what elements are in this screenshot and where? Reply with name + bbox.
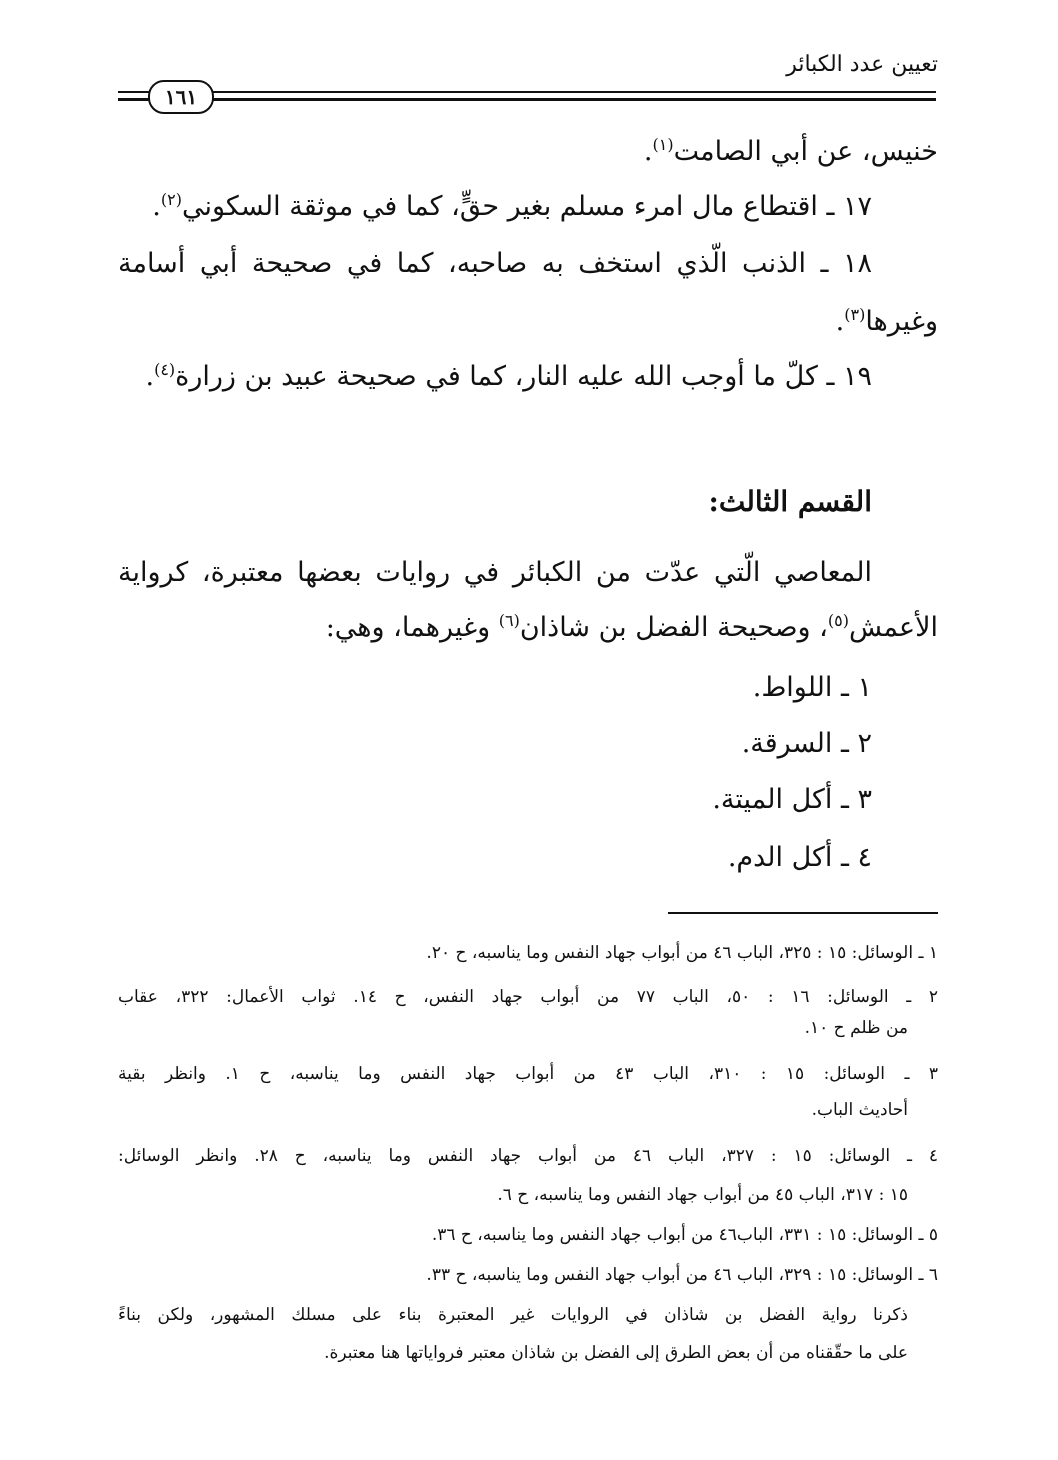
body-text: ، وصحيحة الفضل بن شاذان bbox=[519, 612, 828, 643]
list-item: ٢ ـ السرقة. bbox=[741, 728, 872, 759]
footnote-ref: (١) bbox=[652, 135, 674, 154]
list-item: ٣ ـ أكل الميتة. bbox=[712, 784, 872, 815]
footnote-6: ٦ ـ الوسائل: ١٥ : ٣٢٩، الباب ٤٦ من أبواب جهاد النفس وما يناسبه، ح ٣٣. bbox=[426, 1265, 938, 1285]
list-item-19 bbox=[145, 357, 872, 397]
body-text: الأعمش bbox=[848, 612, 938, 643]
list-item: ٤ ـ أكل الدم. bbox=[727, 842, 872, 873]
footnote-2: ٢ ـ الوسائل: ١٦ : ٥٠، الباب ٧٧ من أبواب جهاد النفس، ح ١٤. ثواب الأعمال: ٣٢٢، عقاب bbox=[118, 987, 939, 1007]
footnote-2-cont: من ظلم ح ١٠. bbox=[804, 1018, 908, 1038]
body-text: وغيرهما، وهي: bbox=[325, 612, 499, 643]
body-text: المعاصي الّتي عدّت من الكبائر في روايات بعضها معتبرة، كرواية bbox=[118, 557, 872, 588]
footnote-separator bbox=[668, 912, 938, 914]
list-item: ١ ـ اللواط. bbox=[752, 672, 872, 703]
body-line-1 bbox=[644, 132, 938, 172]
footnote-6-note-line-1: ذكرنا رواية الفضل بن شاذان في الروايات غير المعتبرة بناء على مسلك المشهور، ولكن بناءً bbox=[118, 1305, 908, 1325]
period: . bbox=[643, 136, 653, 167]
section-intro-line-1 bbox=[118, 553, 872, 593]
list-item-17 bbox=[152, 187, 872, 227]
section-intro-line-2 bbox=[326, 608, 938, 648]
header-rule-thick bbox=[118, 98, 936, 101]
footnote-ref: (٢) bbox=[160, 190, 182, 209]
body-text: ١٨ ـ الذنب الّذي استخف به صاحبه، كما في صحيحة أبي أسامة bbox=[118, 248, 872, 279]
footnote-ref: (٤) bbox=[154, 360, 176, 379]
body-text: وغيرها bbox=[865, 306, 938, 337]
period: . bbox=[835, 306, 845, 337]
page-number-badge bbox=[148, 80, 214, 114]
period: . bbox=[145, 361, 155, 392]
footnote-3-cont: أحاديث الباب. bbox=[811, 1100, 908, 1120]
footnote-6-note-line-2: على ما حقّقناه من أن بعض الطرق إلى الفضل بن شاذان معتبر فرواياتها هنا معتبرة. bbox=[324, 1343, 908, 1363]
page-number: ١٦١ bbox=[164, 85, 198, 109]
body-text: ١٧ ـ اقتطاع مال امرء مسلم بغير حقٍّ، كما في موثقة السكوني bbox=[181, 191, 872, 222]
footnote-4-cont: ١٥ : ٣١٧، الباب ٤٥ من أبواب جهاد النفس وما يناسبه، ح ٦. bbox=[497, 1185, 908, 1205]
section-heading: القسم الثالث: bbox=[708, 485, 872, 518]
list-item-18 bbox=[118, 244, 872, 284]
header-rule-thin bbox=[118, 91, 936, 93]
footnote-ref: (٣) bbox=[844, 305, 866, 324]
footnote-5: ٥ ـ الوسائل: ١٥ : ٣٣١، الباب٤٦ من أبواب جهاد النفس وما يناسبه، ح ٣٦. bbox=[431, 1225, 938, 1245]
period: . bbox=[152, 191, 161, 222]
footnote-1: ١ ـ الوسائل: ١٥ : ٣٢٥، الباب ٤٦ من أبواب جهاد النفس وما يناسبه، ح ٢٠. bbox=[426, 943, 938, 963]
footnote-ref: (٥) bbox=[827, 611, 849, 630]
body-text: خنيس، عن أبي الصامت bbox=[673, 136, 938, 167]
footnote-4: ٤ ـ الوسائل: ١٥ : ٣٢٧، الباب ٤٦ من أبواب جهاد النفس وما يناسبه، ح ٢٨. وانظر الوسائل: bbox=[118, 1146, 938, 1166]
running-header-title: تعيين عدد الكبائر bbox=[786, 52, 938, 77]
list-item-18-cont bbox=[836, 302, 938, 342]
footnote-ref: (٦) bbox=[498, 611, 520, 630]
footnote-3: ٣ ـ الوسائل: ١٥ : ٣١٠، الباب ٤٣ من أبواب جهاد النفس وما يناسبه، ح ١. وانظر بقية bbox=[118, 1064, 938, 1084]
body-text: ١٩ ـ كلّ ما أوجب الله عليه النار، كما في صحيحة عبيد بن زرارة bbox=[175, 361, 872, 392]
